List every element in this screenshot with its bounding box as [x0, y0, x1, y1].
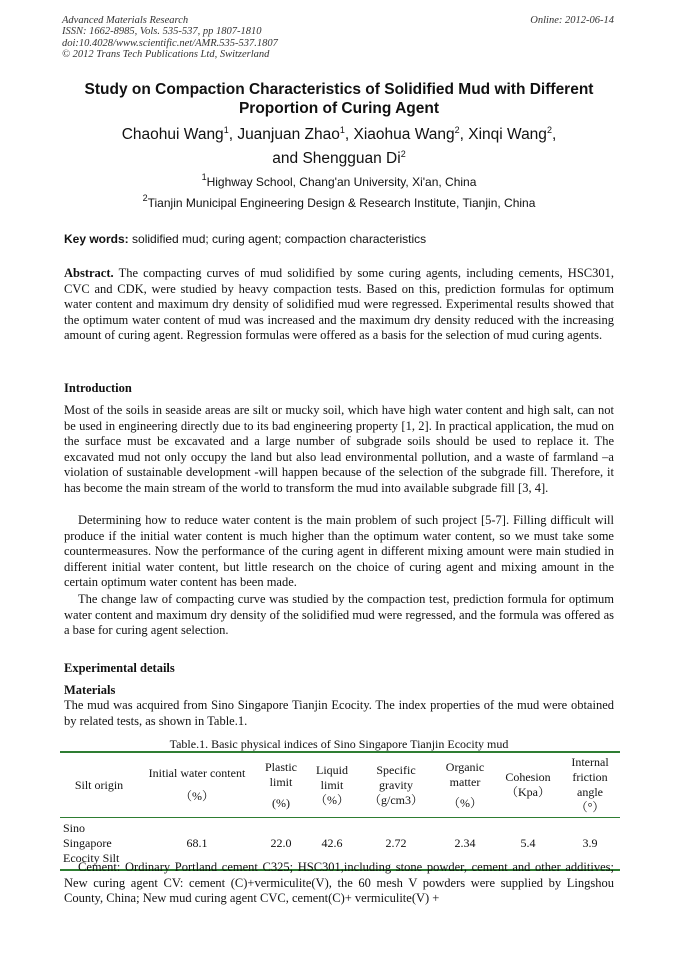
table-cell: 2.72: [385, 836, 407, 850]
experimental-heading: Experimental details: [64, 661, 175, 675]
column-header: Silt origin: [74, 777, 124, 792]
column-header: Organic matter （%）: [445, 759, 485, 810]
intro-paragraph-2: Determining how to reduce water content is the main problem of such project [5-7]. Filling difficult will produce if the initial water content is much higher than the optimum water content, so we must take some countermeasures. Now the performance of the curing agent in different mixing amount were main studied in different initial water content, but little research on the choice of curing agent and mixing amount in the certain optimum water content has been made.: [64, 513, 614, 590]
author: Chaohui Wang: [121, 126, 224, 143]
abstract: Abstract. The compacting curves of mud solidified by some curing agents, including cements, HSC301, CVC and CDK, were studied by heavy compaction tests. Based on this, prediction formulas for optimum water content and maximum dry density of solidified mud were regressed. Experimental results showed that the optimum water content of mud was increased and the maximum dry density reduced with the increasing amount of curing agent. Regression formulas were offered as a basis for the selection of mud curing agents.: [64, 266, 614, 343]
affiliation: $^1$Highway School, Chang'an University, Xi'an, China: [201, 172, 477, 189]
intro-paragraph-3: The change law of compacting curve was studied by the compaction test, prediction formula for optimum water content and maximum dry density of the solidified mud were regressed, and the formula was offered as a base for curing agent selection.: [64, 592, 614, 638]
materials-paragraph: The mud was acquired from Sino Singapore Tianjin Ecocity. The index properties of the mud were obtained by related tests, as shown in Table.1.: [64, 698, 614, 728]
table-header-row: [60, 752, 620, 818]
table-cell: 2.34: [454, 836, 476, 850]
author: , Xiaohua Wang: [344, 126, 455, 143]
keywords: Key words: solidified mud; curing agent; compaction characteristics: [64, 232, 427, 246]
author: and Shengguan Di: [272, 150, 401, 167]
journal-name: Advanced Materials Research: [62, 15, 189, 26]
table-cell: 68.1: [186, 836, 208, 850]
journal-header: [62, 15, 278, 61]
column-header: Plastic limit (%): [265, 759, 297, 810]
author: , Xinqi Wang: [459, 126, 547, 143]
table-cell: 22.0: [270, 836, 292, 850]
properties-table: [60, 751, 620, 871]
column-header: Internal friction angle （°）: [571, 755, 609, 814]
column-header: Liquid limit （%）: [315, 762, 349, 807]
intro-paragraph-1: Most of the soils in seaside areas are silt or mucky soil, which have high water content and high salt, can not be used in engineering directly due to its bad engineering property [1, 2]. In practical application, the mud on the surface must be excavated and a large number of subgrade soils should be used to replace it. The excavated mud not only occupy the land but also lead environmental pollution, and a waste of farmland –a violation of sustainable development -will happen because of the selection of the subgrade fill. Therefore, it has become the main stream of the world to transform the mud into available subgrade fill [3, 4].: [64, 403, 614, 495]
cement-paragraph: Cement: Ordinary Portland cement C325; HSC301,including stone powder, cement and other additives; New curing agent CV: cement (C)+vermiculite(V), the 60 mesh V powders were supplied by Lingshou County, China; New mud curing agent CVC, cement(C)+ vermiculite(V) +: [64, 860, 614, 906]
column-header: Specific gravity （g/cm3）: [369, 762, 423, 807]
column-header: Initial water content （%）: [148, 766, 246, 803]
issn: ISSN: 1662-8985, Vols. 535-537, pp 1807-1810: [62, 26, 262, 38]
author: , Juanjuan Zhao: [228, 126, 340, 143]
column-header: Cohesion （Kpa）: [505, 770, 551, 799]
author-list: Chaohui Wang$^1$, Juanjuan Zhao$^1$, Xiaohua Wang$^2$, Xinqi Wang$^2$, and Shengguan Di$^2$: [121, 125, 557, 167]
table-cell: 5.4: [520, 836, 536, 850]
online-date: Online: 2012-06-14: [530, 15, 614, 26]
table-cell: Sino Singapore Ecocity Silt: [63, 821, 120, 865]
copyright: © 2012 Trans Tech Publications Ltd, Switzerland: [62, 49, 270, 61]
doi: doi:10.4028/www.scientific.net/AMR.535-537.1807: [62, 37, 278, 49]
table-cell: 42.6: [321, 836, 343, 850]
table-cell: 3.9: [582, 836, 598, 850]
table-caption: Table.1. Basic physical indices of Sino Singapore Tianjin Ecocity mud: [169, 737, 509, 751]
introduction-heading: Introduction: [64, 381, 132, 395]
paper-title: Study on Compaction Characteristics of Solidified Mud with Different Proportion of Curing Agent: [84, 81, 594, 117]
affiliation: $^2$Tianjin Municipal Engineering Design & Research Institute, Tianjin, China: [142, 193, 536, 210]
materials-heading: Materials: [64, 683, 116, 697]
